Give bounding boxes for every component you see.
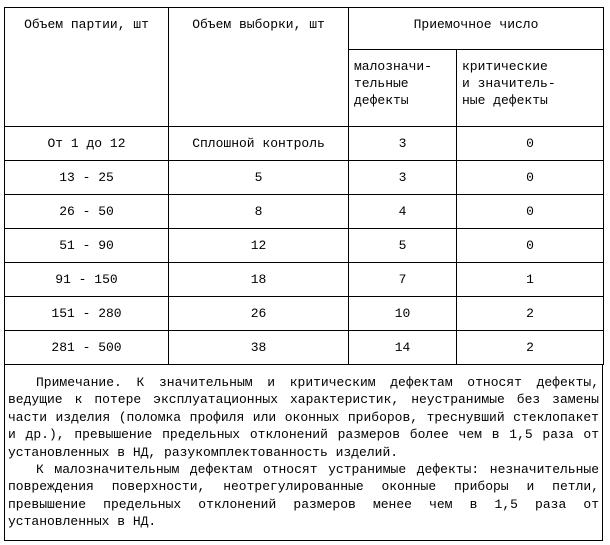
minor-cell: 3 — [349, 161, 457, 195]
table-row — [5, 331, 604, 365]
sample-cell: Сплошной контроль — [169, 127, 349, 161]
minor-cell: 14 — [349, 331, 457, 365]
minor-cell: 10 — [349, 297, 457, 331]
sample-cell: 38 — [169, 331, 349, 365]
table-row — [5, 195, 604, 229]
sample-cell: 8 — [169, 195, 349, 229]
header-sample-size: Объем выборки, шт — [169, 8, 349, 127]
document-page — [4, 7, 603, 541]
header-batch-size: Объем партии, шт — [5, 8, 169, 127]
table-row — [5, 127, 604, 161]
table-row — [5, 263, 604, 297]
sample-cell: 5 — [169, 161, 349, 195]
acceptance-table — [4, 7, 604, 365]
note-paragraph-major: Примечание. К значительным и критическим дефектам относят дефекты, ведущие к потере эксплуатационных характеристик, неустранимые без замены части изделия (поломка профиля или оконных приборов, треснувший стеклопакет и др.), превышение предельных отклонений размеров более чем в 1,5 раза от установленных в НД, разукомплектованность изделий. — [8, 375, 599, 460]
major-cell: 0 — [457, 195, 604, 229]
minor-cell: 4 — [349, 195, 457, 229]
batch-cell: 26 - 50 — [5, 195, 169, 229]
note-block — [4, 365, 603, 541]
header-acceptance-number: Приемочное число — [349, 8, 604, 50]
note-paragraph-minor: К малозначительным дефектам относят устранимые дефекты: незначительные повреждения поверхности, неотрегулированные оконные приборы и петли, превышение предельных отклонений размеров менее чем в 1,5 раза от установленных в НД. — [8, 462, 599, 530]
major-cell: 1 — [457, 263, 604, 297]
table-row — [5, 297, 604, 331]
sample-cell: 18 — [169, 263, 349, 297]
header-minor-defects: малозначи- тельные дефекты — [349, 50, 457, 127]
minor-cell: 3 — [349, 127, 457, 161]
table-row — [5, 229, 604, 263]
sample-cell: 26 — [169, 297, 349, 331]
batch-cell: От 1 до 12 — [5, 127, 169, 161]
major-cell: 0 — [457, 161, 604, 195]
table-row — [5, 161, 604, 195]
batch-cell: 13 - 25 — [5, 161, 169, 195]
major-cell: 0 — [457, 127, 604, 161]
batch-cell: 91 - 150 — [5, 263, 169, 297]
major-cell: 2 — [457, 331, 604, 365]
batch-cell: 281 - 500 — [5, 331, 169, 365]
minor-cell: 7 — [349, 263, 457, 297]
sample-cell: 12 — [169, 229, 349, 263]
major-cell: 2 — [457, 297, 604, 331]
header-row-top — [5, 8, 604, 50]
minor-cell: 5 — [349, 229, 457, 263]
batch-cell: 51 - 90 — [5, 229, 169, 263]
major-cell: 0 — [457, 229, 604, 263]
header-major-defects: критические и значитель- ные дефекты — [457, 50, 604, 127]
batch-cell: 151 - 280 — [5, 297, 169, 331]
